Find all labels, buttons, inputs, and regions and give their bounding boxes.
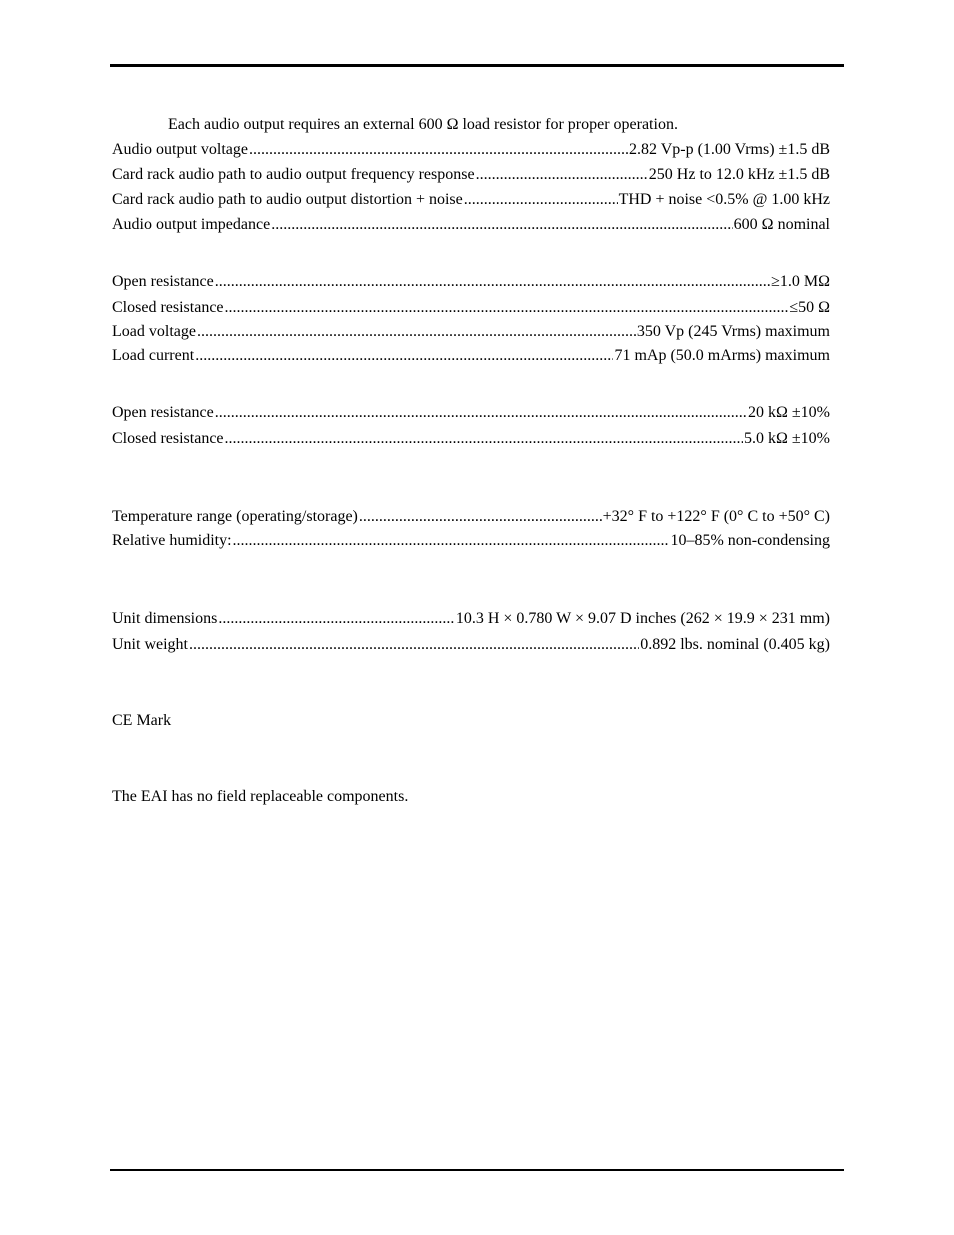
spec-label: Closed resistance (112, 430, 224, 447)
dot-leader (197, 322, 636, 342)
spec-label: Load current (112, 347, 195, 364)
spec-row-load-current (112, 346, 830, 366)
spec-value: 350 Vp (245 Vrms) maximum (636, 323, 830, 340)
dot-leader (464, 190, 618, 210)
spec-row-load-voltage (112, 322, 830, 342)
dot-leader (225, 429, 743, 449)
spec-value: ≤50 Ω (789, 299, 830, 316)
spec-row-unit-dimensions (112, 609, 830, 629)
spec-row-relay-open-resistance (112, 272, 830, 292)
spec-value: 5.0 kΩ ±10% (744, 430, 830, 447)
spec-label: Load voltage (112, 323, 196, 340)
dot-leader (225, 298, 789, 318)
spec-label: Open resistance (112, 404, 214, 421)
spec-value: THD + noise <0.5% @ 1.00 kHz (618, 191, 830, 208)
spec-value: 10–85% non-condensing (670, 532, 830, 549)
dot-leader (476, 165, 648, 185)
spec-row-input-open-resistance (112, 403, 830, 423)
spec-label: Unit dimensions (112, 610, 218, 627)
spec-value: 10.3 H × 0.780 W × 9.07 D inches (262 × 19.9 × 231 mm) (455, 610, 830, 627)
spec-row-unit-weight (112, 635, 830, 655)
spec-row-relative-humidity (112, 531, 830, 551)
dot-leader (359, 507, 602, 527)
dot-leader (215, 403, 747, 423)
spec-label: Unit weight (112, 636, 188, 653)
dot-leader (215, 272, 770, 292)
spec-row-relay-closed-resistance (112, 298, 830, 318)
dot-leader (189, 635, 639, 655)
dot-leader (195, 346, 613, 366)
spec-value: 250 Hz to 12.0 kHz ±1.5 dB (648, 166, 830, 183)
load-resistor-note: Each audio output requires an external 600 Ω load resistor for proper operation. (168, 116, 678, 133)
spec-row-distortion-noise (112, 190, 830, 210)
spec-label: Card rack audio path to audio output frequency response (112, 166, 475, 183)
spec-label: Temperature range (operating/storage) (112, 508, 358, 525)
certification-text: CE Mark (112, 712, 172, 729)
spec-row-audio-output-voltage (112, 140, 830, 160)
spec-row-frequency-response (112, 165, 830, 185)
spec-label: Card rack audio path to audio output distortion + noise (112, 191, 463, 208)
spec-label: Relative humidity: (112, 532, 232, 549)
spec-label: Audio output impedance (112, 216, 271, 233)
spec-row-input-closed-resistance (112, 429, 830, 449)
spec-value: 2.82 Vp-p (1.00 Vrms) ±1.5 dB (628, 141, 830, 158)
spec-value: 0.892 lbs. nominal (0.405 kg) (640, 636, 830, 653)
spec-value: 20 kΩ ±10% (748, 404, 830, 421)
dot-leader (271, 215, 732, 235)
spec-value: 71 mAp (50.0 mArms) maximum (614, 347, 830, 364)
spec-label: Closed resistance (112, 299, 224, 316)
spec-row-temperature-range (112, 507, 830, 527)
dot-leader (218, 609, 455, 629)
spec-row-output-impedance (112, 215, 830, 235)
spec-value: ≥1.0 MΩ (771, 273, 830, 290)
spec-value: 600 Ω nominal (733, 216, 830, 233)
maintenance-note: The EAI has no field replaceable components. (112, 788, 409, 805)
spec-value: +32° F to +122° F (0° C to +50° C) (602, 508, 830, 525)
dot-leader (233, 531, 670, 551)
footer-rule (110, 1169, 844, 1171)
spec-label: Audio output voltage (112, 141, 248, 158)
dot-leader (249, 140, 628, 160)
spec-label: Open resistance (112, 273, 214, 290)
header-rule (110, 64, 844, 67)
